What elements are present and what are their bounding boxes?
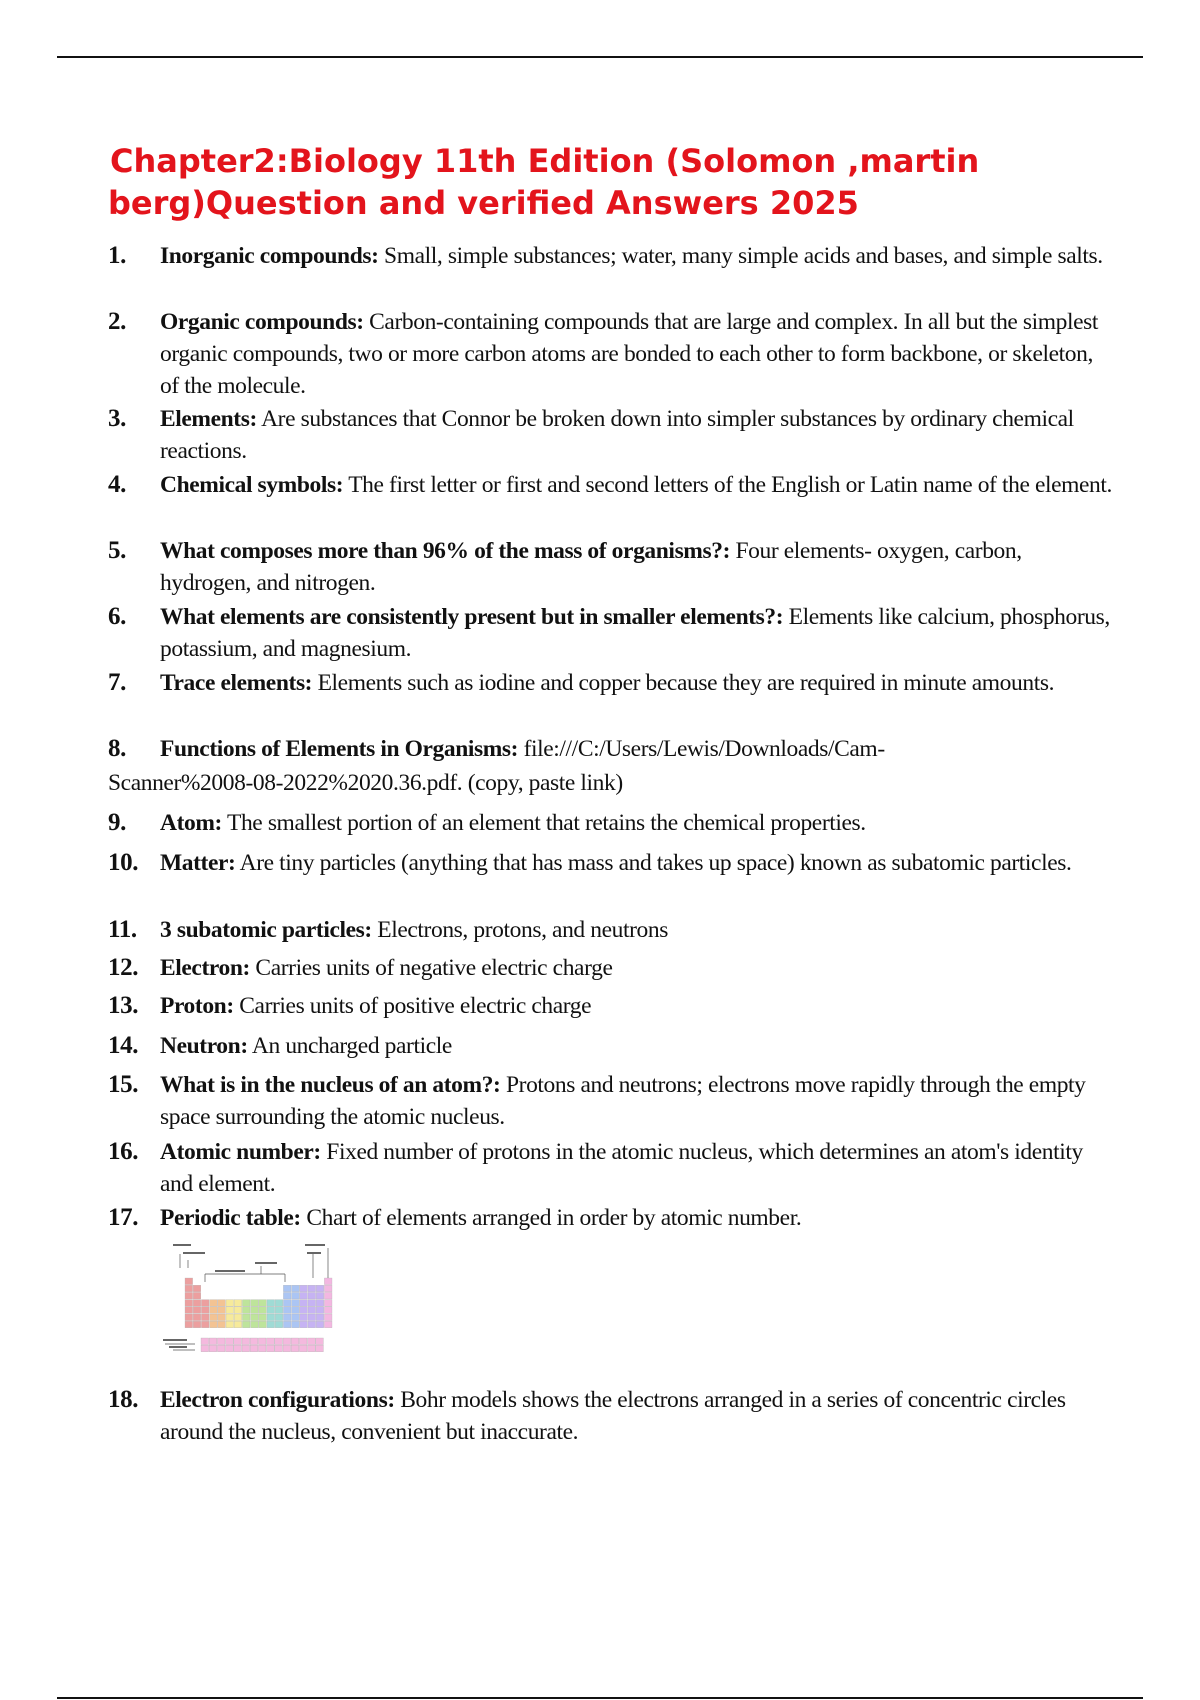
- item-term: Chemical symbols:: [160, 472, 344, 498]
- periodic-table-cell: [283, 1345, 291, 1352]
- bottom-rule: [57, 1697, 1143, 1699]
- periodic-table-cell: [308, 1292, 316, 1299]
- periodic-table-cell: [258, 1345, 266, 1352]
- title-line-2: berg)Question and verified Answers 2025: [108, 184, 859, 222]
- periodic-table-cell: [251, 1307, 259, 1314]
- list-item-1: [108, 240, 1113, 272]
- periodic-table-cell: [193, 1300, 201, 1307]
- periodic-table-cell: [324, 1292, 332, 1299]
- periodic-table-cell: [283, 1314, 291, 1321]
- item-text: The smallest portion of an element that retains the chemical properties.: [221, 810, 866, 836]
- periodic-table-cell: [242, 1321, 250, 1328]
- periodic-table-cell: [259, 1321, 267, 1328]
- list-item-11: [108, 914, 1113, 946]
- item-term: Atom:: [160, 810, 222, 836]
- item-text: Are tiny particles (anything that has mass and takes up space) known as subatomic particles.: [235, 850, 1072, 876]
- periodic-table-cell: [193, 1285, 201, 1292]
- item-text: An uncharged particle: [247, 1033, 452, 1059]
- periodic-table-cell: [218, 1300, 226, 1307]
- periodic-table-cell: [308, 1300, 316, 1307]
- periodic-table-cell: [308, 1338, 316, 1345]
- item-number: 6.: [108, 603, 126, 630]
- periodic-table-cell: [185, 1285, 193, 1292]
- periodic-table-cell: [316, 1314, 324, 1321]
- periodic-table-cell: [259, 1307, 267, 1314]
- periodic-table-cell: [209, 1345, 217, 1352]
- periodic-table-cell: [185, 1292, 193, 1299]
- item-number: 3.: [108, 405, 126, 432]
- periodic-table-cell: [267, 1300, 275, 1307]
- list-item-12: [108, 952, 1113, 984]
- periodic-table-cell: [193, 1292, 201, 1299]
- item-number: 9.: [108, 809, 126, 836]
- item-text: Protons and neutrons; electrons move rapidly through the empty space surrounding the atomic nucleus.: [160, 1072, 1086, 1130]
- item-term: What is in the nucleus of an atom?:: [160, 1072, 501, 1098]
- periodic-table-cell: [300, 1307, 308, 1314]
- periodic-table-cell: [201, 1314, 209, 1321]
- periodic-table-cell: [292, 1314, 300, 1321]
- periodic-table-cell: [242, 1314, 250, 1321]
- periodic-table-cell: [300, 1314, 308, 1321]
- title-line-1: Chapter2:Biology 11th Edition (Solomon ,martin: [110, 142, 980, 180]
- periodic-table-cell: [299, 1345, 307, 1352]
- periodic-table-cell: [300, 1285, 308, 1292]
- list-item-17: [108, 1202, 1113, 1234]
- periodic-table-cell: [267, 1345, 275, 1352]
- periodic-table-cell: [226, 1321, 234, 1328]
- item-number: 7.: [108, 669, 126, 696]
- periodic-table-cell: [308, 1321, 316, 1328]
- periodic-table-cell: [275, 1307, 283, 1314]
- item-number: 8.: [108, 735, 126, 762]
- periodic-table-cell: [250, 1345, 258, 1352]
- list-item-15: [108, 1069, 1113, 1133]
- periodic-table-cell: [201, 1307, 209, 1314]
- item-text: Bohr models shows the electrons arranged in a series of concentric circles around the nucleus, convenient but inaccurate.: [160, 1387, 1066, 1445]
- item-text: Four elements- oxygen, carbon, hydrogen, and nitrogen.: [160, 538, 1022, 596]
- item-text: Electrons, protons, and neutrons: [371, 917, 668, 943]
- list-item-3: [108, 403, 1113, 467]
- periodic-table-cell: [316, 1338, 324, 1345]
- item-number: 11.: [108, 916, 137, 943]
- item-text-continued: Scanner%2008-08-2022%2020.36.pdf. (copy, paste link): [108, 770, 623, 796]
- periodic-table-cell: [275, 1314, 283, 1321]
- periodic-table-cell: [185, 1300, 193, 1307]
- periodic-table-cell: [316, 1300, 324, 1307]
- periodic-table-cell: [251, 1300, 259, 1307]
- item-text: Carbon-containing compounds that are large and complex. In all but the simplest organic compounds, two or more carbon atoms are bonded to each other to form backbone, or skeleton, of the molecule.: [160, 309, 1099, 399]
- periodic-table-cell: [242, 1345, 250, 1352]
- periodic-table-cell: [185, 1278, 193, 1285]
- list-item-5: [108, 535, 1113, 599]
- periodic-table-cell: [242, 1307, 250, 1314]
- item-term: Neutron:: [160, 1033, 248, 1059]
- periodic-table-cell: [283, 1307, 291, 1314]
- item-number: 16.: [108, 1138, 139, 1165]
- periodic-table-cell: [251, 1314, 259, 1321]
- item-term: Matter:: [160, 850, 236, 876]
- periodic-table-cell: [201, 1300, 209, 1307]
- periodic-table-cell: [226, 1345, 234, 1352]
- item-term: Proton:: [160, 993, 234, 1019]
- item-text: Small, simple substances; water, many simple acids and bases, and simple salts.: [378, 243, 1103, 269]
- item-text: Fixed number of protons in the atomic nucleus, which determines an atom's identity and element.: [160, 1139, 1083, 1197]
- periodic-table-cell: [234, 1338, 242, 1345]
- periodic-table-cell: [283, 1292, 291, 1299]
- periodic-table-cell: [267, 1314, 275, 1321]
- periodic-table-cell: [291, 1338, 299, 1345]
- item-number: 14.: [108, 1032, 139, 1059]
- item-number: 18.: [108, 1386, 139, 1413]
- periodic-table-cell: [299, 1338, 307, 1345]
- periodic-table-grid: [185, 1278, 332, 1352]
- item-term: What elements are consistently present but in smaller elements?:: [160, 604, 784, 630]
- item-number: 5.: [108, 537, 126, 564]
- periodic-table-cell: [292, 1285, 300, 1292]
- item-text: Chart of elements arranged in order by atomic number.: [300, 1205, 802, 1231]
- item-term: Electron configurations:: [160, 1387, 395, 1413]
- periodic-table-cell: [308, 1307, 316, 1314]
- periodic-table-cell: [283, 1285, 291, 1292]
- item-number: 1.: [108, 242, 126, 269]
- periodic-table-cell: [210, 1300, 218, 1307]
- periodic-table-cell: [300, 1300, 308, 1307]
- periodic-table-cell: [259, 1300, 267, 1307]
- periodic-table-cell: [259, 1314, 267, 1321]
- periodic-table-cell: [291, 1345, 299, 1352]
- periodic-table-cell: [218, 1307, 226, 1314]
- list-item-2: [108, 306, 1113, 402]
- periodic-table-cell: [193, 1307, 201, 1314]
- item-text: Carries units of positive electric charge: [233, 993, 592, 1019]
- periodic-table-cell: [234, 1314, 242, 1321]
- periodic-table-cell: [251, 1321, 259, 1328]
- item-text: The first letter or first and second letters of the English or Latin name of the element.: [343, 472, 1112, 498]
- periodic-table-cell: [185, 1321, 193, 1328]
- periodic-table-cell: [242, 1300, 250, 1307]
- list-item-4: [108, 469, 1113, 501]
- periodic-table-cell: [275, 1338, 283, 1345]
- periodic-table-cell: [234, 1345, 242, 1352]
- periodic-table-cell: [308, 1314, 316, 1321]
- file-link[interactable]: file:///C:/Users/Lewis/Downloads/Cam-: [518, 736, 885, 762]
- periodic-table-cell: [324, 1300, 332, 1307]
- item-number: 17.: [108, 1204, 139, 1231]
- periodic-table-cell: [324, 1278, 332, 1285]
- item-text: Elements like calcium, phosphorus, potassium, and magnesium.: [160, 604, 1110, 662]
- periodic-table-cell: [275, 1300, 283, 1307]
- item-term: Trace elements:: [160, 670, 313, 696]
- item-number: 10.: [108, 849, 139, 876]
- periodic-table-cell: [324, 1285, 332, 1292]
- list-item-8: [108, 733, 1113, 799]
- periodic-table-cell: [292, 1292, 300, 1299]
- periodic-table-cell: [201, 1338, 209, 1345]
- periodic-table-cell: [226, 1300, 234, 1307]
- item-number: 15.: [108, 1071, 139, 1098]
- list-item-7: [108, 667, 1113, 699]
- list-item-13: [108, 990, 1113, 1022]
- periodic-table-cell: [258, 1338, 266, 1345]
- periodic-table-cell: [185, 1307, 193, 1314]
- periodic-table-cell: [193, 1321, 201, 1328]
- periodic-table-cell: [218, 1314, 226, 1321]
- periodic-table-cell: [226, 1314, 234, 1321]
- periodic-table-cell: [226, 1307, 234, 1314]
- item-term: What composes more than 96% of the mass of organisms?:: [160, 538, 731, 564]
- periodic-table-cell: [242, 1338, 250, 1345]
- item-number: 4.: [108, 471, 126, 498]
- item-text: Elements such as iodine and copper because they are required in minute amounts.: [312, 670, 1055, 696]
- periodic-table-cell: [292, 1300, 300, 1307]
- item-text: Carries units of negative electric charge: [249, 955, 613, 981]
- list-item-6: [108, 601, 1113, 665]
- periodic-table-cell: [217, 1345, 225, 1352]
- list-item-18: [108, 1384, 1113, 1448]
- item-term: Inorganic compounds:: [160, 243, 379, 269]
- periodic-table-cell: [234, 1307, 242, 1314]
- periodic-table-cell: [275, 1321, 283, 1328]
- item-term: Elements:: [160, 406, 257, 432]
- periodic-table-cell: [201, 1321, 209, 1328]
- periodic-table-cell: [267, 1321, 275, 1328]
- periodic-table-cell: [210, 1321, 218, 1328]
- periodic-table-cell: [316, 1292, 324, 1299]
- periodic-table-cell: [308, 1345, 316, 1352]
- periodic-table-cell: [324, 1314, 332, 1321]
- periodic-table-cell: [300, 1321, 308, 1328]
- item-number: 12.: [108, 954, 139, 981]
- periodic-table-cell: [217, 1338, 225, 1345]
- periodic-table-cell: [316, 1345, 324, 1352]
- periodic-table-cell: [316, 1307, 324, 1314]
- periodic-table-cell: [250, 1338, 258, 1345]
- periodic-table-cell: [234, 1300, 242, 1307]
- periodic-table-cell: [226, 1338, 234, 1345]
- periodic-table-cell: [283, 1338, 291, 1345]
- periodic-table-cell: [300, 1292, 308, 1299]
- periodic-table-cell: [234, 1321, 242, 1328]
- periodic-table-cell: [283, 1300, 291, 1307]
- periodic-table-cell: [292, 1321, 300, 1328]
- periodic-table-cell: [210, 1307, 218, 1314]
- periodic-table-cell: [283, 1321, 291, 1328]
- item-term: Periodic table:: [160, 1205, 301, 1231]
- list-item-10: [108, 847, 1113, 879]
- periodic-table-image: [163, 1238, 353, 1358]
- periodic-table-cell: [210, 1314, 218, 1321]
- list-item-9: [108, 807, 1113, 839]
- item-term: Functions of Elements in Organisms:: [160, 736, 519, 762]
- list-item-16: [108, 1136, 1113, 1200]
- item-term: 3 subatomic particles:: [160, 917, 372, 943]
- item-term: Electron:: [160, 955, 250, 981]
- list-item-14: [108, 1030, 1113, 1062]
- periodic-table-cell: [209, 1338, 217, 1345]
- item-term: Atomic number:: [160, 1139, 321, 1165]
- periodic-table-cell: [324, 1321, 332, 1328]
- item-number: 2.: [108, 308, 126, 335]
- periodic-table-cell: [267, 1307, 275, 1314]
- item-term: Organic compounds:: [160, 309, 364, 335]
- periodic-table-cell: [292, 1307, 300, 1314]
- periodic-table-cell: [308, 1285, 316, 1292]
- periodic-table-cell: [324, 1307, 332, 1314]
- periodic-table-cell: [316, 1321, 324, 1328]
- periodic-table-cell: [275, 1345, 283, 1352]
- periodic-table-cell: [185, 1314, 193, 1321]
- periodic-table-cell: [193, 1314, 201, 1321]
- periodic-table-cell: [267, 1338, 275, 1345]
- periodic-table-cell: [316, 1285, 324, 1292]
- periodic-table-cell: [218, 1321, 226, 1328]
- item-text: Are substances that Connor be broken down into simpler substances by ordinary chemical reactions.: [160, 406, 1074, 464]
- item-number: 13.: [108, 992, 139, 1019]
- periodic-table-cell: [201, 1345, 209, 1352]
